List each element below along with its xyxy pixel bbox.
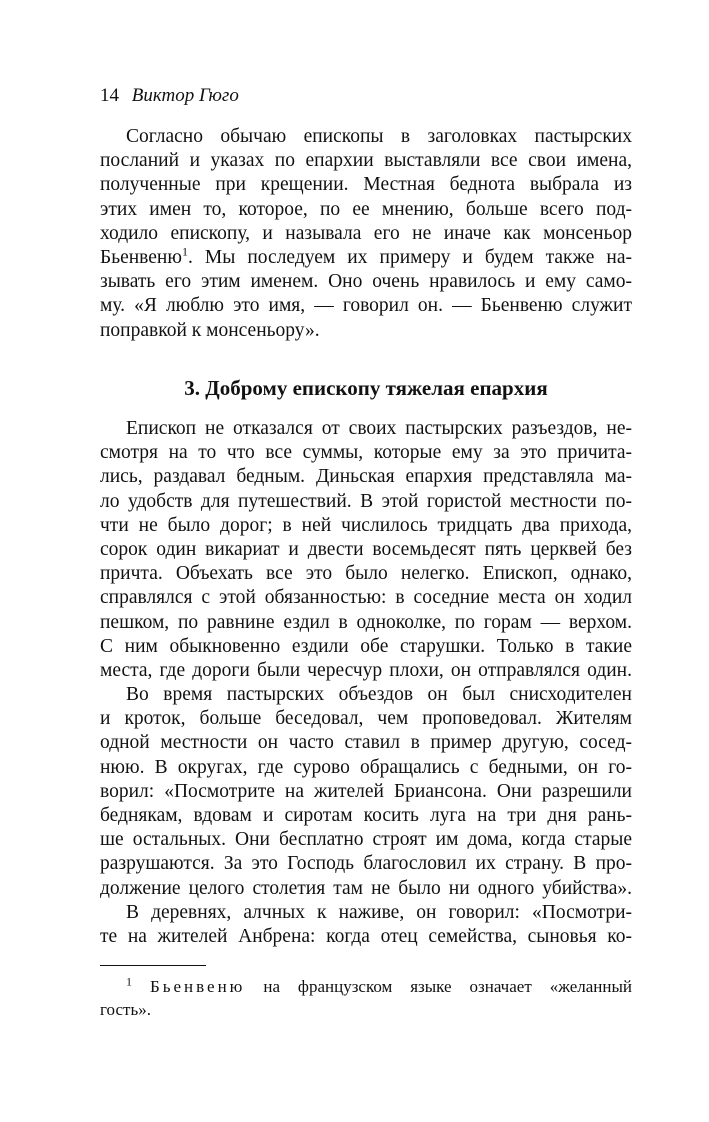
text-line: ворил: «Посмотрите на жителей Бриансона. Они разрешили <box>100 780 632 802</box>
text-line: му. «Я люблю это имя, — говорил он. — Бьенвеню служит <box>100 295 632 317</box>
footnote-line <box>100 975 632 998</box>
text-line: и кроток, больше беседовал, чем проповедовал. Жителям <box>100 708 632 730</box>
footnote-marker: 1 <box>126 974 132 989</box>
text-fragment: . Мы последуем их примеру и будем также на- <box>187 246 632 268</box>
text-line: пешком, по равнине ездил в одноколке, по горам — верхом. <box>100 611 632 633</box>
text-line: места, где дороги были чересчур плохи, он отправлялся один. <box>100 659 632 681</box>
text-line: нюю. В округах, где сурово обращались с бедными, он го- <box>100 756 632 778</box>
text-line: ше остальных. Они бесплатно строят им дома, когда старые <box>100 829 632 851</box>
text-line-with-footnote <box>100 246 632 270</box>
text-line: сорок один викариат и двести восемьдесят пять церквей без <box>100 538 632 560</box>
footnote-line: гость». <box>100 1000 151 1019</box>
text-line: Согласно обычаю епископы в заголовках пастырских <box>126 126 632 147</box>
text-line: причта. Объехать все это было нелегко. Епископ, однако, <box>100 563 632 585</box>
text-line: Епископ не отказался от своих пастырских разъездов, не- <box>126 418 632 439</box>
text-line: поправкой к монсеньору». <box>100 319 320 341</box>
text-line: В деревнях, алчных к наживе, он говорил: «Посмотри- <box>126 901 632 923</box>
text-line: этих имен то, которое, по ее мнению, больше всего под- <box>100 198 632 220</box>
running-title-author: Виктор Гюго <box>131 85 239 106</box>
footnote-reference: 1 <box>181 244 188 259</box>
text-line: чти не было дорог; в ней числилось тридцать два прихода, <box>100 514 632 536</box>
book-page <box>100 0 632 1122</box>
text-line: Во время пастырских объездов он был снисходителен <box>126 684 632 706</box>
footnote-term: Бьенвеню <box>149 977 246 996</box>
text-line: должение целого столетия там не было ни одного убийства». <box>100 877 632 899</box>
text-line: лись, раздавал бедным. Диньская епархия представляла ма- <box>100 466 632 488</box>
text-line: справлялся с этой обязанностью: в соседние места он ходил <box>100 587 632 609</box>
section-body <box>100 417 632 949</box>
text-line: ло удобств для путешествий. В этой гористой местности по- <box>100 490 632 512</box>
paragraph-names <box>100 125 632 343</box>
text-line: С ним обыкновенно ездили обе старушки. Только в такие <box>100 635 632 657</box>
running-header <box>100 84 239 108</box>
footnote-text: на французском языке означает «желанный <box>263 977 633 996</box>
text-line: разрушаются. За это Господь благословил их страну. В про- <box>100 853 632 875</box>
text-line: те на жителей Анбрена: когда отец семейства, сыновья ко- <box>100 925 632 947</box>
text-line: одной местности он часто ставил в пример другую, сосед- <box>100 732 632 754</box>
text-line: смотря на то что все суммы, которые ему за это причита- <box>100 442 632 464</box>
footnote <box>100 975 632 1021</box>
text-line: полученные при крещении. Местная беднота выбрала из <box>100 174 632 196</box>
footnote-separator <box>100 965 206 966</box>
text-line: ходило епископу, и называла его не иначе как монсеньор <box>100 222 632 244</box>
section-heading: 3. Доброму епископу тяжелая епархия <box>184 376 548 400</box>
text-fragment: Бьенвеню <box>100 246 182 268</box>
text-line: зывать его этим именем. Оно очень нравилось и ему само- <box>100 271 632 293</box>
text-line: беднякам, вдовам и сиротам косить луга на три дня рань- <box>100 805 632 826</box>
text-line: посланий и указах по епархии выставляли все свои имена, <box>100 150 632 172</box>
page-number: 14 <box>100 85 119 106</box>
